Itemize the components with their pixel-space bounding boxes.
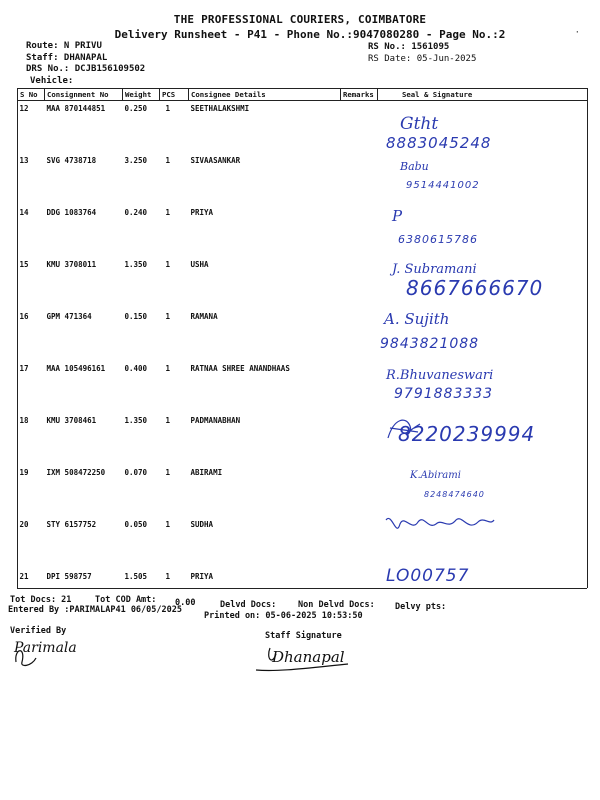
- row-consignment: KMU 3708461: [46, 416, 97, 425]
- row-pcs: 1: [165, 312, 171, 321]
- row-sno: 15: [19, 260, 29, 269]
- row-sno: 20: [19, 520, 29, 529]
- row-pcs: 1: [165, 156, 171, 165]
- drs-label: DRS No.: DCJB156109502: [26, 64, 146, 74]
- phone-14: 6380615786: [398, 233, 478, 246]
- row-weight: 0.240: [124, 208, 148, 217]
- col-seal: Seal & Signature: [378, 89, 588, 101]
- col-remarks: Remarks: [341, 89, 378, 101]
- signature-12: Gtht: [400, 114, 439, 134]
- row-consignment: IXM 508472250: [46, 468, 106, 477]
- row-consignee: RAMANA: [190, 312, 218, 321]
- row-weight: 0.400: [124, 364, 148, 373]
- staff-signature-label: Staff Signature: [265, 631, 342, 641]
- verified-signature-stroke: [12, 640, 122, 670]
- phone-19: 8248474640: [424, 490, 485, 499]
- document-subtitle: Delivery Runsheet - P41 - Phone No.:9047080280 - Page No.:2: [114, 28, 506, 41]
- phone-12: 8883045248: [386, 134, 492, 152]
- table-header-row: [18, 89, 588, 101]
- col-sno: S No: [18, 89, 45, 101]
- row-pcs: 1: [165, 104, 171, 113]
- row-consignee: SEETHALAKSHMI: [190, 104, 250, 113]
- row-consignment: DPI 598757: [46, 572, 92, 581]
- row-pcs: 1: [165, 364, 171, 373]
- printed-on: Printed on: 05-06-2025 10:53:50: [204, 611, 363, 621]
- signature-16: A. Sujith: [384, 310, 450, 328]
- col-consignment: Consignment No: [45, 89, 123, 101]
- row-weight: 1.350: [124, 260, 148, 269]
- col-consignee: Consignee Details: [189, 89, 341, 101]
- row-consignment: MAA 105496161: [46, 364, 106, 373]
- row-consignee: PRIYA: [190, 572, 214, 581]
- non-delvd-docs: Non Delvd Docs:: [298, 600, 375, 610]
- phone-21: LO00757: [386, 566, 470, 586]
- row-weight: 3.250: [124, 156, 148, 165]
- tot-cod-amount: 0.00: [175, 598, 196, 608]
- row-consignee: SUDHA: [190, 520, 214, 529]
- row-pcs: 1: [165, 416, 171, 425]
- row-consignee: SIVAASANKAR: [190, 156, 241, 165]
- signature-13: Babu: [400, 160, 429, 173]
- row-weight: 0.050: [124, 520, 148, 529]
- row-consignee: ABIRAMI: [190, 468, 223, 477]
- delvy-pts: Delvy pts:: [395, 602, 447, 612]
- row-pcs: 1: [165, 208, 171, 217]
- row-sno: 12: [19, 104, 29, 113]
- row-consignment: STY 6157752: [46, 520, 97, 529]
- rs-no-label: RS No.: 1561095: [368, 42, 450, 52]
- tot-cod-label: Tot COD Amt:: [95, 595, 157, 605]
- staff-signature: Dhanapal: [272, 648, 345, 666]
- row-consignment: GPM 471364: [46, 312, 92, 321]
- document-title: THE PROFESSIONAL COURIERS, COIMBATORE: [173, 13, 427, 26]
- row-consignment: DDG 1083764: [46, 208, 97, 217]
- row-sno: 18: [19, 416, 29, 425]
- runsheet-meta-left: [26, 41, 145, 87]
- col-weight: Weight: [123, 89, 160, 101]
- row-pcs: 1: [165, 520, 171, 529]
- corner-mark: ·: [574, 28, 580, 38]
- row-pcs: 1: [165, 260, 171, 269]
- row-weight: 0.070: [124, 468, 148, 477]
- row-weight: 0.250: [124, 104, 148, 113]
- row-pcs: 1: [165, 572, 171, 581]
- row-sno: 14: [19, 208, 29, 217]
- row-consignment: MAA 870144851: [46, 104, 106, 113]
- staff-label: Staff: DHANAPAL: [26, 52, 108, 63]
- signature-20-scribble: [382, 510, 502, 540]
- phone-13: 9514441002: [406, 180, 480, 191]
- phone-18: 8220239994: [398, 422, 536, 446]
- phone-15: 8667666670: [406, 276, 544, 300]
- row-weight: 1.350: [124, 416, 148, 425]
- signature-19: K.Abirami: [410, 470, 461, 481]
- row-consignee: PADMANABHAN: [190, 416, 241, 425]
- route-label: Route: N PRIVU: [26, 41, 102, 51]
- row-sno: 19: [19, 468, 29, 477]
- row-pcs: 1: [165, 468, 171, 477]
- row-consignee: RATNAA SHREE ANANDHAAS: [190, 364, 290, 373]
- verified-by-label: Verified By: [10, 626, 67, 636]
- rs-date-label: RS Date: 05-Jun-2025: [368, 53, 477, 64]
- runsheet-meta-right: [368, 42, 476, 65]
- row-sno: 21: [19, 572, 29, 581]
- signature-14: P: [392, 207, 403, 225]
- table-border-left: [17, 88, 18, 588]
- phone-17: 9791883333: [394, 386, 494, 402]
- signature-15: J. Subramani: [392, 262, 477, 277]
- tot-docs: Tot Docs: 21: [10, 595, 72, 605]
- entered-by: Entered By :PARIMALAP41 06/05/2025: [8, 605, 182, 615]
- verified-signature: Parimala: [14, 640, 77, 656]
- staff-signature-stroke: [248, 644, 378, 678]
- row-weight: 1.505: [124, 572, 148, 581]
- row-sno: 17: [19, 364, 29, 373]
- row-sno: 13: [19, 156, 29, 165]
- delvd-docs: Delvd Docs:: [220, 600, 277, 610]
- row-sno: 16: [19, 312, 29, 321]
- signature-overlay: [372, 100, 587, 590]
- row-weight: 0.150: [124, 312, 148, 321]
- row-consignment: SVG 4738718: [46, 156, 97, 165]
- table-border-right: [587, 88, 588, 588]
- row-consignee: PRIYA: [190, 208, 214, 217]
- row-consignee: USHA: [190, 260, 209, 269]
- col-pcs: PCS: [160, 89, 189, 101]
- vehicle-label: Vehicle:: [30, 75, 74, 86]
- row-consignment: KMU 3708011: [46, 260, 97, 269]
- signature-17: R.Bhuvaneswari: [386, 368, 494, 383]
- phone-16: 9843821088: [380, 336, 480, 352]
